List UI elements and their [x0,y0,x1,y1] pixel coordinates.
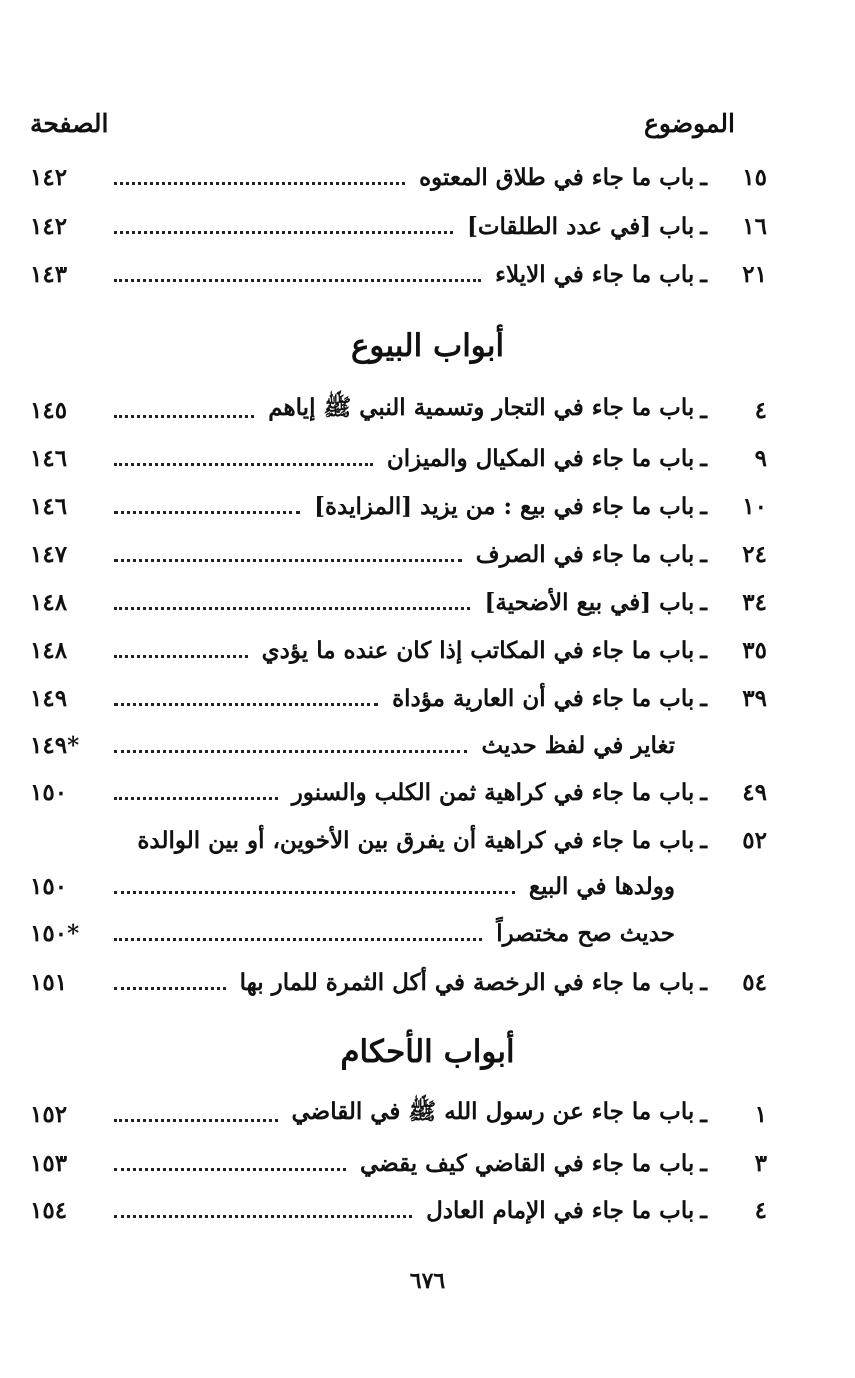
entry-dash: ـ [700,540,707,568]
subentry-page: *١٥٠ [30,919,80,947]
entry-title: باب ما جاء عن رسول الله ﷺ في القاضي [291,1098,695,1125]
entry-title: باب ما جاء في التجار وتسمية النبي ﷺ إياهم [268,394,695,421]
dot-leader [114,655,248,658]
entry-dash: ـ [700,1196,707,1224]
entry-dash: ـ [700,968,707,996]
entry-number: ١ [754,1100,767,1128]
entry-page: ١٥٢ [30,1100,68,1128]
dot-leader [114,463,373,466]
entry-page: ١٤٢ [30,212,68,240]
entry-number: ١٠ [742,492,767,520]
entry-dash: ـ [700,778,707,806]
entry-number: ٥٤ [742,968,767,996]
dot-leader [114,182,405,185]
column-header [30,103,735,143]
entry-page: ١٤٧ [30,540,68,568]
toc-entry [30,155,767,199]
entry-title: باب ما جاء في القاضي كيف يقضي [360,1149,695,1177]
entry-page: ١٤٨ [30,588,68,616]
entry-title: باب [في بيع الأضحية] [484,588,695,616]
dot-leader [114,415,254,418]
entry-page: ١٤٢ [30,163,68,191]
entry-title: باب ما جاء في أن العارية مؤداة [392,684,695,712]
entry-page: ١٤٨ [30,636,68,664]
entry-page: ١٤٥ [30,396,68,424]
entry-number: ٤٩ [742,778,767,806]
toc-subentry [30,723,767,767]
toc-entry [30,818,767,862]
entry-title: باب ما جاء في المكاتب إذا كان عنده ما يؤدي [261,636,695,664]
dot-leader [114,987,226,990]
entry-dash: ـ [700,826,707,854]
entry-title: باب ما جاء في الإمام العادل [426,1196,695,1224]
toc-entry [30,388,767,432]
toc-entry [30,252,767,296]
toc-entry [30,770,767,814]
subentry-title: حديث صح مختصراً [496,919,675,947]
entry-page: ١٤٩ [30,684,68,712]
entry-number: ١٦ [742,212,767,240]
entry-number: ٩ [754,444,767,472]
entry-dash: ـ [700,212,707,240]
entry-page: ١٥٤ [30,1196,68,1224]
entry-dash: ـ [700,588,707,616]
dot-leader [114,511,300,514]
entry-dash: ـ [700,492,707,520]
entry-number: ٤ [754,1196,767,1224]
dot-leader [114,279,481,282]
entry-number: ٣٩ [742,684,767,712]
entry-title: باب ما جاء في كراهية ثمن الكلب والسنور [291,778,695,806]
subentry-page: *١٤٩ [30,731,80,759]
entry-page: ١٥١ [30,968,68,996]
section-heading-judgments: أبواب الأحكام [340,1034,515,1070]
subentry-page: ١٥٠ [30,872,68,900]
toc-entry [30,676,767,720]
toc-subentry [30,911,767,955]
entry-page: ١٤٦ [30,444,68,472]
entry-title: باب ما جاء في الايلاء [495,260,695,288]
section-heading-sales: أبواب البيوع [350,328,505,364]
entry-number: ٣٤ [742,588,767,616]
dot-leader [114,797,278,800]
dot-leader [114,703,378,706]
entry-number: ٤ [754,396,767,424]
toc-entry [30,1188,767,1232]
page-column-label: الصفحة [30,108,109,138]
toc-entry [30,436,767,480]
toc-entry [30,580,767,624]
entry-dash: ـ [700,684,707,712]
entry-title: باب ما جاء في طلاق المعتوه [419,163,695,191]
entry-number: ٢٤ [742,540,767,568]
entry-number: ٢١ [742,260,767,288]
entry-dash: ـ [700,163,707,191]
entry-dash: ـ [700,396,707,424]
dot-leader [114,1119,278,1122]
subentry-title: تغاير في لفظ حديث [481,731,675,759]
toc-entry [30,1141,767,1185]
entry-dash: ـ [700,444,707,472]
toc-entry [30,1092,767,1136]
entry-title: باب ما جاء في الرخصة في أكل الثمرة للمار بها [239,968,695,996]
entry-page: ١٤٣ [30,260,68,288]
entry-dash: ـ [700,1100,707,1128]
dot-leader [114,750,467,753]
dot-leader [114,1215,412,1218]
toc-entry [30,204,767,248]
page-number: ٦٧٦ [409,1268,446,1294]
entry-page: ١٥٠ [30,778,68,806]
dot-leader [114,891,515,894]
dot-leader [114,607,470,610]
entry-number: ١٥ [742,163,767,191]
entry-title: باب [في عدد الطلقات] [467,212,695,240]
toc-subentry [30,864,767,908]
entry-number: ٣ [754,1149,767,1177]
topic-column-label: الموضوع [644,108,735,138]
dot-leader [114,938,482,941]
toc-entry [30,484,767,528]
dot-leader [114,559,462,562]
toc-entry [30,532,767,576]
entry-title: باب ما جاء في كراهية أن يفرق بين الأخوين، أو بين الوالدة [137,826,695,854]
entry-number: ٣٥ [742,636,767,664]
toc-entry [30,960,767,1004]
entry-dash: ـ [700,1149,707,1177]
entry-dash: ـ [700,636,707,664]
entry-title: باب ما جاء في المكيال والميزان [386,444,695,472]
entry-dash: ـ [700,260,707,288]
subentry-title: وولدها في البيع [528,872,675,900]
dot-leader [114,1168,346,1171]
entry-title: باب ما جاء في بيع : من يزيد [المزايدة] [314,492,695,520]
entry-page: ١٥٣ [30,1149,68,1177]
entry-number: ٥٢ [742,826,767,854]
entry-page: ١٤٦ [30,492,68,520]
entry-title: باب ما جاء في الصرف [475,540,695,568]
toc-entry [30,628,767,672]
dot-leader [114,231,453,234]
